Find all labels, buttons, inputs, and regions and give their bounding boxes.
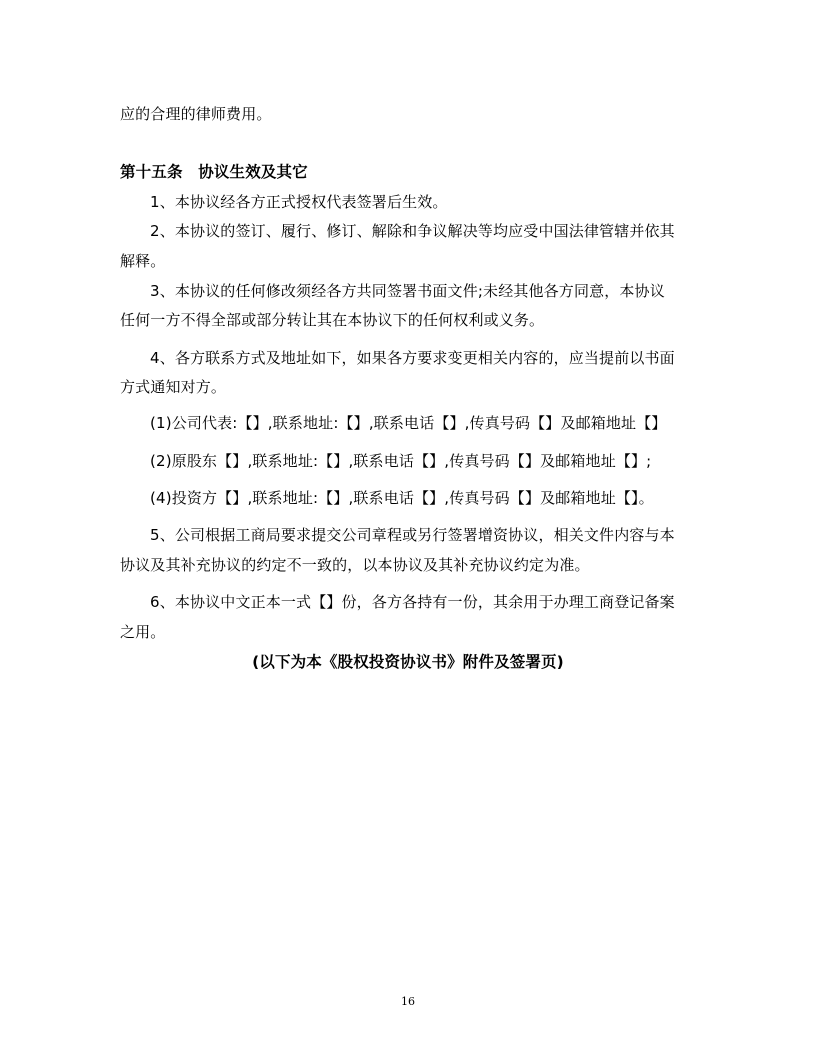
clause-2-line-1: 2、本协议的签订、履行、修订、解除和争议解决等均应受中国法律管辖并依其 [150,222,675,240]
contact-investor: (4)投资方【】,联系地址:【】,联系电话【】,传真号码【】及邮箱地址【】。 [150,489,654,507]
clause-3-line-1: 3、本协议的任何修改须经各方共同签署书面文件;未经其他各方同意，本协议 [150,282,665,300]
clause-5-line-2: 协议及其补充协议的约定不一致的，以本协议及其补充协议约定为准。 [120,556,590,574]
clause-4-line-1: 4、各方联系方式及地址如下，如果各方要求变更相关内容的，应当提前以书面 [150,349,675,367]
clause-2-line-2: 解释。 [120,252,166,270]
closing-note: (以下为本《股权投资协议书》附件及签署页) [252,653,564,671]
page-number: 16 [401,995,415,1008]
contact-original-shareholder: (2)原股东【】,联系地址:【】,联系电话【】,传真号码【】及邮箱地址【】; [150,452,652,470]
clause-4-line-2: 方式通知对方。 [120,378,227,396]
continuation-text: 应的合理的律师费用。 [120,105,272,123]
clause-6-line-1: 6、本协议中文正本一式【】份，各方各持有一份，其余用于办理工商登记备案 [150,593,675,611]
clause-3-line-2: 任何一方不得全部或部分转让其在本协议下的任何权利或义务。 [120,311,545,329]
clause-1-line-1: 1、本协议经各方正式授权代表签署后生效。 [150,193,448,211]
article-heading: 第十五条 协议生效及其它 [120,163,308,181]
clause-6-line-2: 之用。 [120,623,166,641]
contact-company-rep: (1)公司代表:【】,联系地址:【】,联系电话【】,传真号码【】及邮箱地址【】 [150,414,667,432]
clause-5-line-1: 5、公司根据工商局要求提交公司章程或另行签署增资协议，相关文件内容与本 [150,526,675,544]
